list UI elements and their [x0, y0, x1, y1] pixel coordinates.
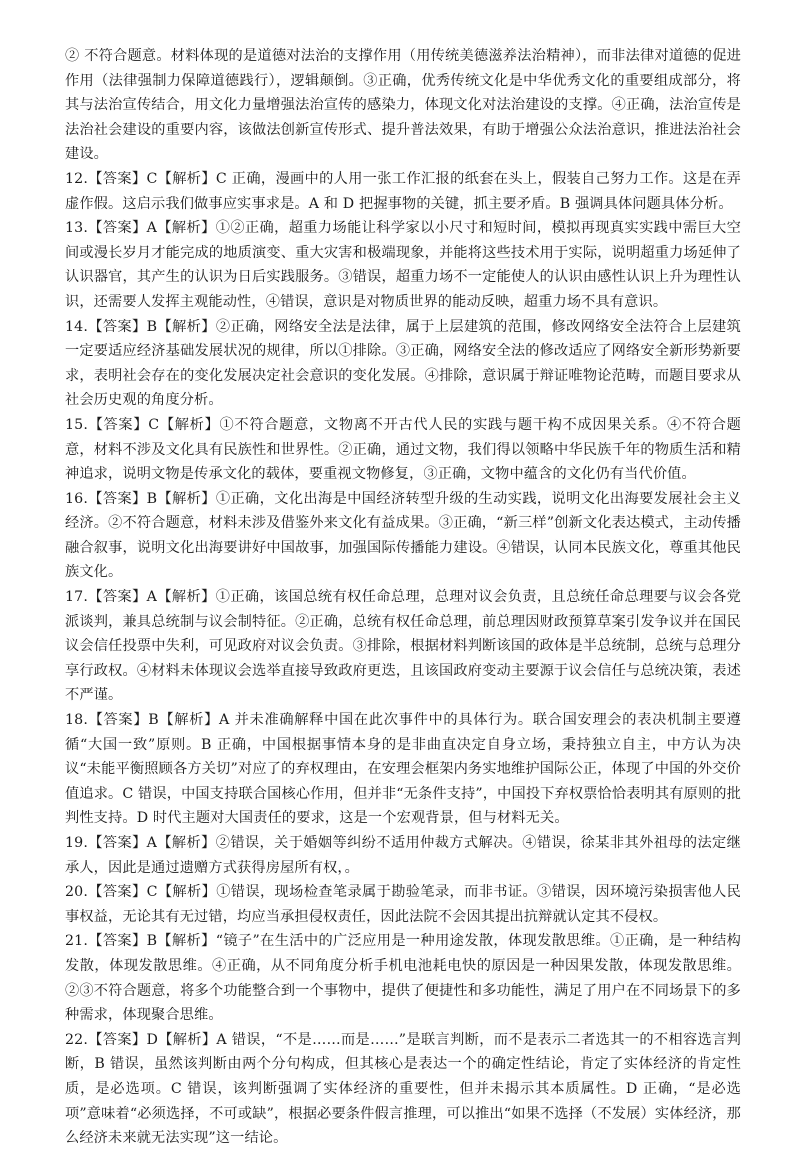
paragraph-q16: 16.【答案】B【解析】①正确，文化出海是中国经济转型升级的生动实践，说明文化出海要发展社会主义经济。②不符合题意，材料未涉及借鉴外来文化有益成果。③正确，“新三样”创新文化表达模式，主动传播融合叙事，说明文化出海要讲好中国故事，加强国际传播能力建设。④错误，认同本民族文化，尊重其他民族文化。 — [65, 490, 741, 581]
paragraph-q12: 12.【答案】C【解析】C 正确，漫画中的人用一张工作汇报的纸套在头上，假装自己努力工作。这是在弄虚作假。这启示我们做事应实事求是。A 和 D 把握事物的关键，抓主要矛盾。B 强调具体问题具体分析。 — [65, 170, 741, 212]
paragraph-q18: 18.【答案】B【解析】A 并未准确解释中国在此次事件中的具体行为。联合国安理会的表决机制主要遵循“大国一致”原则。B 正确，中国根据事情本身的是非曲直决定自身立场，秉持独立自主，中方认为决议“未能平衡照顾各方关切”对应了的弃权理由，在安理会框架内务实地维护国际公正，体现了中国的外交价值追求。C 错误，中国支持联合国核心作用，但并非“无条件支持”，中国投下弃权票恰恰表明其有原则的批判性支持。D 时代主题对大国责任的要求，这是一个宏观背景，但与材料无关。 — [65, 712, 741, 827]
paragraph-q11-continued: ② 不符合题意。材料体现的是道德对法治的支撑作用（用传统美德滋养法治精神），而非法律对道德的促进作用（法律强制力保障道德践行），逻辑颠倒。③正确，优秀传统文化是中华优秀文化的重要组成部分，将其与法治宣传结合，用文化力量增强法治宣传的感染力，体现文化对法治建设的支撑。④正确，法治宣传是法治社会建设的重要内容，该做法创新宣传形式、提升普法效果，有助于增强公众法治意识，推进法治社会建设。 — [65, 48, 741, 163]
paragraph-q14: 14.【答案】B【解析】②正确，网络安全法是法律，属于上层建筑的范围，修改网络安全法符合上层建筑一定要适应经济基础发展状况的规律，所以①排除。③正确，网络安全法的修改适应了网络安全新形势新要求，表明社会存在的变化发展决定社会意识的变化发展。④排除，意识属于辩证唯物论范畴，而题目要求从社会历史观的角度分析。 — [65, 318, 741, 409]
answer-explanation-page — [65, 44, 741, 1151]
paragraph-q22: 22.【答案】D【解析】A 错误，“不是……而是……”是联言判断，而不是表示二者选其一的不相容选言判断，B 错误，虽然该判断由两个分句构成，但其核心是表达一个的确定性结论，肯定了实体经济的肯定性质，是必选项。C 错误，该判断强调了实体经济的重要性，但并未揭示其本质属性。D 正确，“是必选项”意味着“必须选择，不可或缺”，根据必要条件假言推理，可以推出“如果不选择（不发展）实体经济，那么经济未来就无法实现”这一结论。 — [65, 1031, 741, 1147]
paragraph-q13: 13.【答案】A【解析】①②正确，超重力场能让科学家以小尺寸和短时间，模拟再现真实实践中需巨大空间或漫长岁月才能完成的地质演变、重大灾害和极端现象，并能将这些技术用于实际，说明超重力场延伸了认识器官，其产生的认识为日后实践服务。③错误，超重力场不一定能使人的认识由感性认识上升为理性认识，还需要人发挥主观能动性，④错误，意识是对物质世界的能动反映，超重力场不具有意识。 — [65, 220, 741, 310]
paragraph-q15: 15.【答案】C【解析】①不符合题意，文物离不开古代人民的实践与题干构不成因果关系。④不符合题意，材料不涉及文化具有民族性和世界性。②正确，通过文物，我们得以领略中华民族千年的物质生活和精神追求，说明文物是传承文化的载体，要重视文物修复，③正确，文物中蕴含的文化仍有当代价值。 — [65, 416, 741, 483]
paragraph-q19: 19.【答案】A【解析】②错误，关于婚姻等纠纷不适用仲裁方式解决。④错误，徐某非其外祖母的法定继承人，因此是通过遗赠方式获得房屋所有权，。 — [65, 835, 741, 876]
paragraph-q20: 20.【答案】C【解析】①错误，现场检查笔录属于勘验笔录，而非书证。③错误，因环境污染损害他人民事权益，无论其有无过错，均应当承担侵权责任，因此法院不会因其提出抗辩就认定其不侵权。 — [65, 884, 741, 925]
paragraph-q17: 17.【答案】A【解析】①正确，该国总统有权任命总理，总理对议会负责，且总统任命总理要与议会各党派谈判，兼具总统制与议会制特征。②正确，总统有权任命总理，前总理因财政预算草案引发争议并在国民议会信任投票中失利，可见政府对议会负责。③排除，根据材料判断该国的政体是半总统制，总统与总理分享行政权。④材料未体现议会选举直接导致政府更迭，且该国政府变动主要源于议会信任与总统决策，表述不严谨。 — [65, 589, 741, 704]
paragraph-q21: 21.【答案】B【解析】“镜子”在生活中的广泛应用是一种用途发散，体现发散思维。①正确，是一种结构发散，体现发散思维。④正确，从不同角度分析手机电池耗电快的原因是一种因果发散，体现发散思维。②③不符合题意，将多个功能整合到一个事物中，提供了便捷性和多功能性，满足了用户在不同场景下的多种需求，体现聚合思维。 — [65, 933, 741, 1024]
